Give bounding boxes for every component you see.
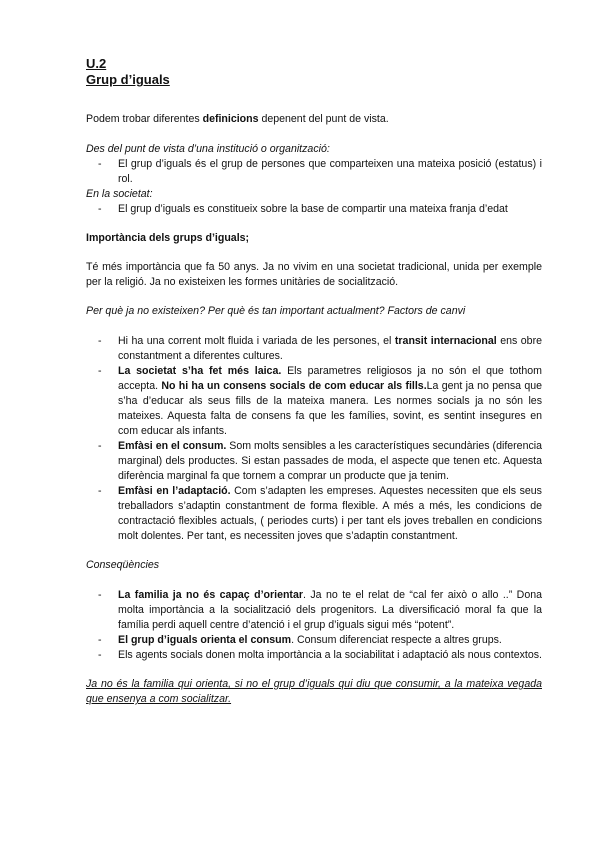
- consequences-list: [86, 588, 542, 663]
- unit-number: U.2: [86, 56, 107, 71]
- list-item: - La familia ja no és capaç d’orientar. Ja no te el relat de “cal fer això o allo ..” Dona molta importància a la socialització dels progenitors. La diversificació moral fa que la família perdi aquell centre d’atenció i el grup d’iguals sigui més “potent”.: [86, 588, 542, 633]
- list-item: - Emfàsi en el consum. Som molts sensibles a les característiques secundàries (diferencia marginal) dels productes. Si estan passades de moda, el aspecte que tenen etc. Aquesta diferència marginal fa que tornem a comprar un producte que ja tenim.: [86, 439, 542, 484]
- list-item: - El grup d’iguals es constitueix sobre la base de compartir una mateixa franja d’edat: [86, 202, 542, 217]
- page-title: Grup d’iguals: [86, 72, 170, 87]
- list-item: - Hi ha una corrent molt fluida i variada de les persones, el transit internacional ens obre constantment a diferentes cultures.: [86, 334, 542, 364]
- list-item: - La societat s’ha fet més laica. Els parametres religiosos ja no són el que tothom accepta. No hi ha un consens socials de com educar als fills.La gent ja no pensa que s’ha d’educar als seus fills de la mateixa manera. Les normes socials ja no són les mateixes. Aquesta falta de consens fa que les famílies, sovint, es sentint insegures en com educar als infants.: [86, 364, 542, 439]
- institution-list: [86, 157, 542, 187]
- consequences-label: Conseqüències: [86, 559, 160, 571]
- intro-paragraph: Podem trobar diferentes definicions depenent del punt de vista.: [86, 113, 389, 125]
- list-item: - Els agents socials donen molta importància a la sociabilitat i adaptació als nous contextos.: [86, 648, 542, 663]
- intro-bold-term: definicions: [202, 113, 259, 125]
- list-item: - El grup d’iguals és el grup de persones que comparteixen una mateixa posició (estatus) i rol.: [86, 157, 542, 187]
- society-list: [86, 202, 542, 217]
- importance-paragraph: Té més importància que fa 50 anys. Ja no vivim en una societat tradicional, unida per exemple per la religió. Ja no existeixen les formes unitàries de socialització.: [86, 261, 542, 288]
- document-body: [86, 56, 542, 707]
- factors-question: Per què ja no existeixen? Per què és tan important actualment? Factors de canvi: [86, 305, 466, 317]
- conclusion-paragraph: Ja no és la familia qui orienta, si no el grup d’iguals qui diu que consumir, a la mateixa vegada que ensenya a com socialitzar.: [86, 678, 542, 705]
- institution-label: Des del punt de vista d’una institució o organització:: [86, 143, 330, 155]
- factors-list: [86, 334, 542, 544]
- list-item: - Emfàsi en l’adaptació. Com s’adapten les empreses. Aquestes necessiten que els seus treballadors s’adaptin constantment de forma flexible. A més a més, les condicions de contractació flexibles actuals, ( periodes curts) i per tant els joves treballen en condicions molt dolentes. Per tant, es necessiten joves que s’adaptin constantment.: [86, 484, 542, 544]
- society-label: En la societat:: [86, 188, 153, 200]
- list-item: - El grup d’iguals orienta el consum. Consum diferenciat respecte a altres grups.: [86, 633, 542, 648]
- importance-heading: Importància dels grups d’iguals;: [86, 232, 250, 244]
